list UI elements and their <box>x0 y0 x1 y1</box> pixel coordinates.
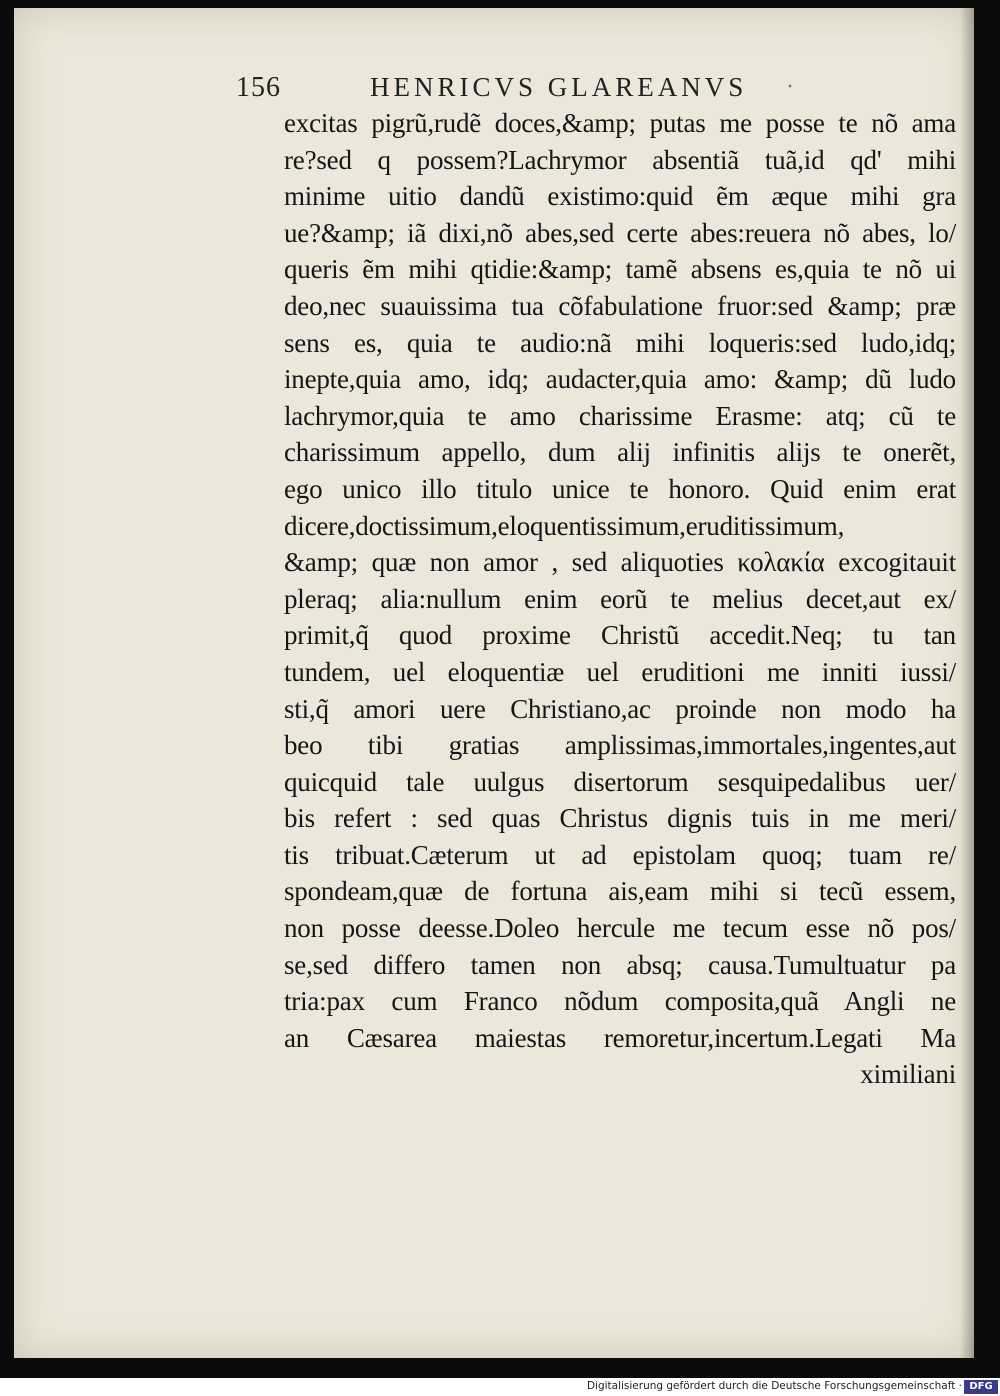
text-line: quicquid tale uulgus disertorum sesquipedalibus uer/ <box>284 766 956 797</box>
text-line: ego unico illo titulo unice te honoro. Quid enim erat <box>284 473 956 504</box>
dfg-logo: DFG <box>964 1380 998 1394</box>
running-head-mark: · <box>786 74 794 100</box>
text-line: an Cæsarea maiestas remoretur,incertum.Legati Ma <box>284 1022 956 1053</box>
text-line: se,sed differo tamen non absq; causa.Tumultuatur pa <box>284 949 956 980</box>
text-line: tundem, uel eloquentiæ uel eruditioni me inniti iussi/ <box>284 656 956 687</box>
text-line: pleraq; alia:nullum enim eorũ te melius decet,aut ex/ <box>284 583 956 614</box>
text-line: deo,nec suauissima tua cõfabulatione fruor:sed &amp; præ <box>284 290 956 321</box>
text-line: tria:pax cum Franco nõdum composita,quã Angli ne <box>284 986 956 1017</box>
text-line: beo tibi gratias amplissimas,immortales,ingentes,aut <box>284 730 956 761</box>
text-line: sens es, quia te audio:nã mihi loqueris:sed ludo,idq; <box>284 327 956 358</box>
digitization-footer <box>0 1378 1000 1396</box>
text-line: spondeam,quæ de fortuna ais,eam mihi si tecũ essem, <box>284 876 956 907</box>
running-head: HENRICVS GLAREANVS <box>370 72 748 102</box>
catchword-line: ximiliani <box>860 1059 956 1090</box>
page-number: 156 <box>236 72 281 103</box>
text-line: primit,q̃ quod proxime Christũ accedit.Neq; tu tan <box>284 620 956 651</box>
text-line: inepte,quia amo, idq; audacter,quia amo: &amp; dũ ludo <box>284 364 956 395</box>
text-line: queris ẽm mihi qtidie:&amp; tamẽ absens es,quia te nõ ui <box>284 254 956 285</box>
footer-credit: Digitalisierung gefördert durch die Deutsche Forschungsgemeinschaft · <box>586 1380 962 1392</box>
text-line: ue?&amp; iã dixi,nõ abes,sed certe abes:reuera nõ abes, lo/ <box>284 217 956 248</box>
text-line: non posse deesse.Doleo hercule me tecum esse nõ pos/ <box>284 913 956 944</box>
text-line: sti,q̃ amori uere Christiano,ac proinde non modo ha <box>284 693 956 724</box>
text-line: dicere,doctissimum,eloquentissimum,eruditissimum, <box>284 510 845 541</box>
text-line: excitas pigrũ,rudẽ doces,&amp; putas me posse te nõ ama <box>284 108 956 138</box>
text-line: minime uitio dandũ existimo:quid ẽm æque mihi gra <box>284 181 956 212</box>
text-line: tis tribuat.Cæterum ut ad epistolam quoq; tuam re/ <box>284 839 956 870</box>
text-line: bis refert : sed quas Christus dignis tuis in me meri/ <box>284 803 956 834</box>
text-line: &amp; quæ non amor , sed aliquoties κολακία excogitauit <box>284 547 956 578</box>
text-line: charissimum appello, dum alij infinitis alijs te onerẽt, <box>284 437 956 468</box>
text-line: lachrymor,quia te amo charissime Erasme: atq; cũ te <box>284 400 956 431</box>
text-line: re?sed q possem?Lachrymor absentiã tuã,id qd' mihi <box>284 144 956 175</box>
text-block <box>284 105 956 1093</box>
